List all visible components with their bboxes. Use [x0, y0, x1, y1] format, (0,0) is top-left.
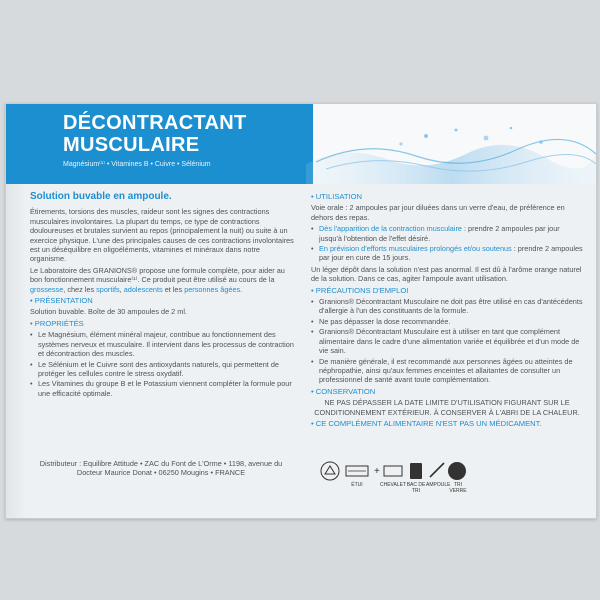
utilisation-heading: • UTILISATION [311, 192, 363, 201]
highlight-grossesse: grossesse [30, 284, 64, 294]
conservation-heading: • CONSERVATION [311, 386, 376, 396]
left-column [30, 192, 294, 400]
product-subtitle: Magnésium⁽¹⁾ • Vitamines B • Cuivre • Sélénium [63, 161, 211, 168]
laboratory-paragraph: Le Laboratoire des GRANIONS® propose une formule complète, pour aider au bon fonctionnement musculaire⁽¹⁾. Ce produit peut être utilisé au cours de la grossesse, chez les sportifs, adolescents et les personnes âgées. [30, 265, 285, 294]
highlight-sportifs: sportifs [96, 284, 120, 294]
intro-paragraph: Étirements, torsions des muscles, raideur sont les signes des contractions musculaires involontaires. La plupart du temps, ce type de contractions douloureuses et brutales survient au repos (principalement la nuit) ou suite à un exercice physique. L'une des principales causes de ces contractions involontaires est un déséquilibre en oligoéléments, vitamines et minéraux dans notre organisme. [30, 207, 294, 264]
list-item: • En prévision d'efforts musculaires prolongés et/ou soutenus : prendre 2 ampoules par jour en cure de 15 jours. [311, 244, 583, 263]
list-item: • Les Vitamines du groupe B et le Potassium viennent compléter la formule pour une efficacité optimale. [30, 379, 294, 398]
presentation-text: Solution buvable. Boîte de 30 ampoules de 2 ml. [30, 307, 187, 317]
precautions-list [311, 297, 583, 385]
header-accent-bar [6, 104, 53, 184]
lead-text: Solution buvable en ampoule. [30, 191, 172, 202]
list-item: • Granions® Décontractant Musculaire est à utiliser en tant que complément alimentaire dans le cadre d'une alimentation variée et équilibrée et d'un mode de vie sain. [311, 327, 583, 355]
conservation-text: NE PAS DÉPASSER LA DATE LIMITE D'UTILISATION FIGURANT SUR LE CONDITIONNEMENT EXTÉRIEUR. À CONSERVER À L'ABRI DE LA CHALEUR. [314, 398, 580, 417]
logo-label-bac: BAC DE TRI [406, 482, 426, 494]
supplement-warning: • CE COMPLÉMENT ALIMENTAIRE N'EST PAS UN MÉDICAMENT. [311, 418, 542, 428]
utilisation-text: Voie orale : 2 ampoules par jour diluées dans un verre d'eau, de préférence en dehors des repas. [311, 203, 565, 222]
list-item: • Granions® Décontractant Musculaire ne doit pas être utilisé en cas d'antécédents d'allergie à l'un des constituants de la formule. [311, 297, 583, 316]
list-item: • De manière générale, il est recommandé aux personnes âgées ou atteintes de néphropathie, ainsi qu'aux femmes enceintes et allaitantes de consulter un professionnel de santé avant toute complémentation. [311, 357, 583, 385]
list-item: • Ne pas dépasser la dose recommandée. [311, 317, 583, 326]
presentation-heading: • PRÉSENTATION [30, 296, 93, 306]
list-item: • Le Sélénium et le Cuivre sont des antioxydants naturels, qui permettent de protéger les cellules contre le stress oxydatif. [30, 360, 294, 379]
precautions-heading: • PRÉCAUTIONS D'EMPLOI [311, 285, 409, 295]
logo-label-chevalet: CHEVALET [379, 482, 407, 488]
utilisation-list [311, 224, 583, 263]
highlight-adolescents: adolescents [123, 284, 163, 294]
header-band [6, 104, 596, 184]
product-title-line2: MUSCULAIRE [63, 134, 200, 156]
distributor-address: Distributeur : Equilibre Attitude • ZAC du Font de L'Orme • 1198, avenue du Docteur Maurice Donat • 06250 Mougins • FRANCE [39, 459, 283, 478]
water-splash-illustration [306, 114, 596, 184]
title-panel [53, 104, 313, 184]
proprietes-list [30, 330, 294, 398]
product-title-line1: DÉCONTRACTANT [63, 112, 247, 134]
utilisation-note: Un léger dépôt dans la solution n'est pas anormal. Il est dû à l'arôme orange naturel de la solution. Dans ce cas, agiter l'ampoule avant utilisation. [311, 264, 582, 284]
list-item: • Le Magnésium, élément minéral majeur, contribue au fonctionnement des systèmes nerveux et musculaire. Il intervient dans les processus de contraction et décontraction des muscles. [30, 330, 294, 358]
svg-text:+: + [374, 466, 380, 477]
right-column [311, 190, 583, 430]
product-box-back [5, 103, 597, 519]
logo-label-ampoule: AMPOULE [426, 482, 451, 488]
recycling-logos [318, 459, 468, 499]
logo-label-etui: ÉTUI [351, 482, 363, 488]
logo-label-verre: TRI VERRE [449, 482, 467, 494]
proprietes-heading: • PROPRIÉTÉS [30, 318, 84, 328]
list-item: • Dès l'apparition de la contraction musculaire : prendre 2 ampoules par jour jusqu'à l'obtention de l'effet désiré. [311, 224, 583, 243]
box-edge-shading [6, 184, 26, 518]
highlight-personnes-agees: personnes âgées [184, 284, 241, 294]
